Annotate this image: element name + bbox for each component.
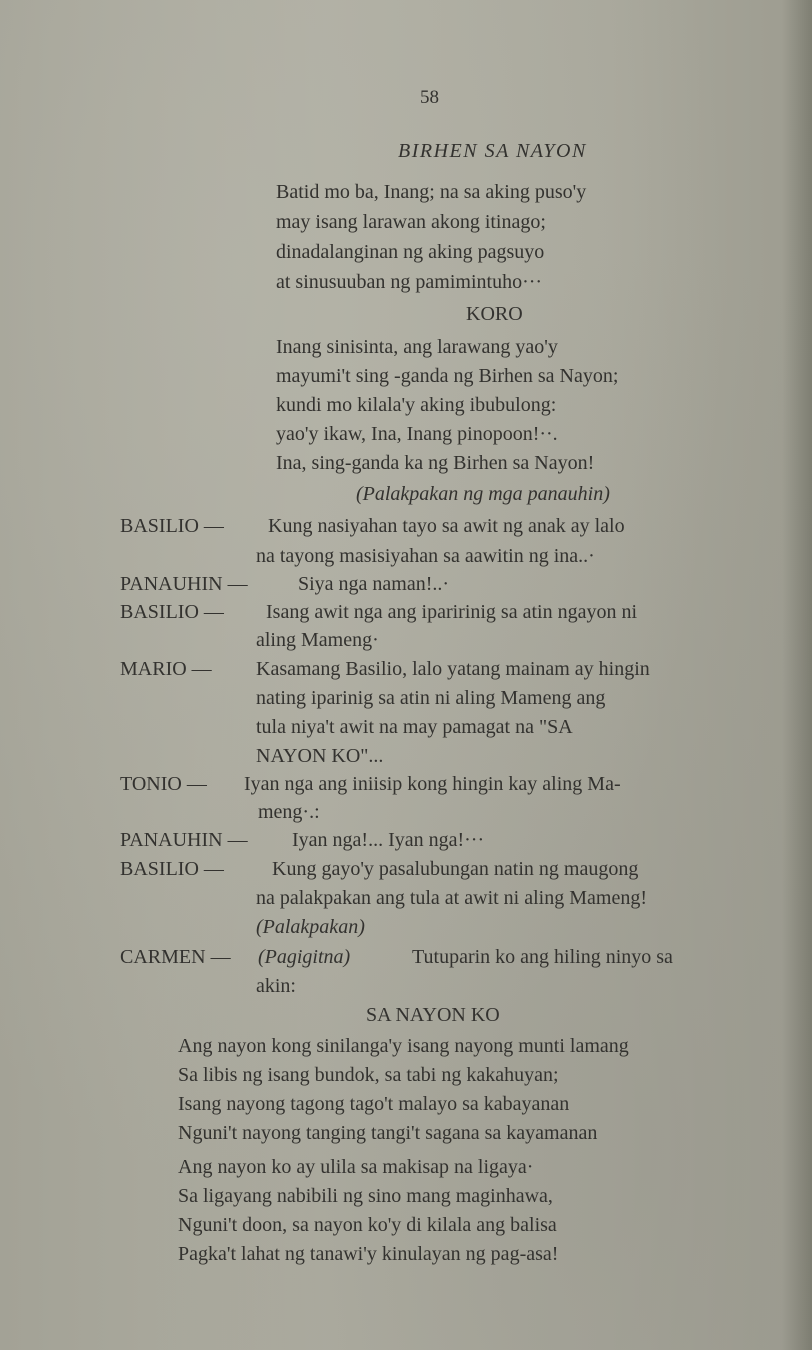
dialogue-line: Kasamang Basilio, lalo yatang mainam ay hingin	[256, 658, 650, 680]
speaker-mario: MARIO —	[120, 658, 212, 680]
verse-line: may isang larawan akong itinago;	[276, 211, 546, 233]
dialogue-line: NAYON KO"...	[256, 745, 384, 767]
dialogue-line: Kung gayo'y pasalubungan natin ng maugong	[272, 858, 639, 880]
speaker-panauhin: PANAUHIN —	[120, 573, 248, 595]
dialogue-line: Kung nasiyahan tayo sa awit ng anak ay lalo	[268, 515, 625, 537]
dialogue-line: nating iparinig sa atin ni aling Mameng ang	[256, 687, 606, 709]
dialogue-line: na palakpakan ang tula at awit ni aling Mameng!	[256, 887, 647, 909]
song-line: Sa libis ng isang bundok, sa tabi ng kakahuyan;	[178, 1064, 559, 1086]
stage-direction: (Palakpakan)	[256, 916, 365, 938]
verse-line: Batid mo ba, Inang; na sa aking puso'y	[276, 181, 587, 203]
song-line: Ang nayon kong sinilanga'y isang nayong munti lamang	[178, 1035, 629, 1057]
chorus-label: KORO	[466, 303, 523, 325]
song-line: Nguni't doon, sa nayon ko'y di kilala ang balisa	[178, 1214, 557, 1236]
page-number: 58	[420, 87, 439, 108]
song-line: Ang nayon ko ay ulila sa makisap na ligaya·	[178, 1156, 534, 1178]
dialogue-line: meng·.:	[258, 801, 320, 823]
chorus-line: kundi mo kilala'y aking ibubulong:	[276, 394, 557, 416]
dialogue-line: na tayong masisiyahan sa aawitin ng ina..·	[256, 545, 595, 567]
chorus-line: mayumi't sing -ganda ng Birhen sa Nayon;	[276, 365, 619, 387]
dialogue-line: Iyan nga!... Iyan nga!···	[292, 829, 485, 851]
song-title: SA NAYON KO	[366, 1004, 500, 1026]
song-line: Pagka't lahat ng tanawi'y kinulayan ng pag-asa!	[178, 1243, 559, 1265]
song-line: Nguni't nayong tanging tangi't sagana sa kayamanan	[178, 1122, 598, 1144]
speaker-panauhin: PANAUHIN —	[120, 829, 248, 851]
dialogue-line: Iyan nga ang iniisip kong hingin kay aling Ma-	[244, 773, 621, 795]
dialogue-line: akin:	[256, 975, 296, 997]
song-line: Sa ligayang nabibili ng sino mang maginhawa,	[178, 1185, 553, 1207]
dialogue-line: Isang awit nga ang iparirinig sa atin ngayon ni	[266, 601, 638, 623]
chorus-line: Inang sinisinta, ang larawang yao'y	[276, 336, 558, 358]
speaker-basilio: BASILIO —	[120, 858, 224, 880]
chorus-line: Ina, sing-ganda ka ng Birhen sa Nayon!	[276, 452, 595, 474]
speaker-basilio: BASILIO —	[120, 601, 224, 623]
dialogue-line: Siya nga naman!..·	[298, 573, 450, 595]
stage-direction: (Palakpakan ng mga panauhin)	[356, 483, 610, 505]
verse-line: dinadalanginan ng aking pagsuyo	[276, 241, 545, 263]
chorus-line: yao'y ikaw, Ina, Inang pinopoon!··.	[276, 423, 558, 445]
speaker-basilio: BASILIO —	[120, 515, 224, 537]
dialogue-line: aling Mameng·	[256, 629, 379, 651]
stage-direction: (Pagigitna)	[258, 946, 351, 968]
song-line: Isang nayong tagong tago't malayo sa kabayanan	[178, 1093, 570, 1115]
dialogue-line: tula niya't awit na may pamagat na "SA	[256, 716, 573, 738]
speaker-carmen: CARMEN —	[120, 946, 231, 968]
poem-title: BIRHEN SA NAYON	[398, 140, 587, 162]
speaker-tonio: TONIO —	[120, 773, 207, 795]
dialogue-line: Tutuparin ko ang hiling ninyo sa	[412, 946, 673, 968]
verse-line: at sinusuuban ng pamimintuho···	[276, 271, 543, 293]
